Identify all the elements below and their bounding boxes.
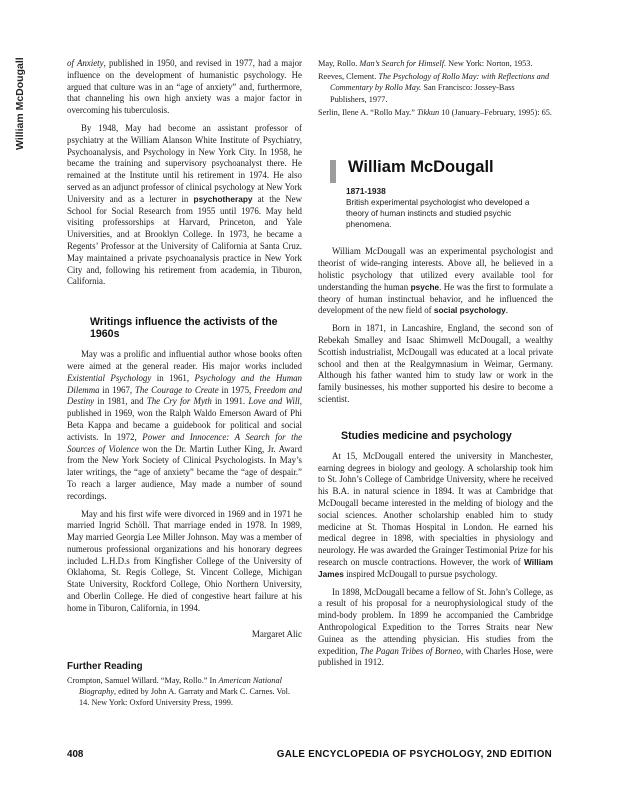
- biography-box: [330, 156, 553, 230]
- glossary-term: William James: [318, 556, 553, 579]
- reference-entry: Reeves, Clement. The Psychology of Rollo May: with Reflections and Commentary by Rollo May. San Francisco: Jossey-Bass Publishers, 1977.: [318, 72, 550, 104]
- reference-entry: Serlin, Ilene A. “Rollo May.” Tikkun 10 (January–February, 1995): 65.: [318, 107, 552, 117]
- biography-years: 1871-1938: [346, 186, 386, 197]
- reference-entry: Crompton, Samuel Willard. “May, Rollo.” In American National Biography, edited by John A. Garraty and Mark C. Carnes. Vol. 14. New York: Oxford University Press, 1999.: [67, 675, 291, 708]
- section-heading: Writings influence the activists of the 1960s: [90, 316, 278, 341]
- publication-title: GALE ENCYCLOPEDIA OF PSYCHOLOGY, 2ND EDITION: [276, 749, 552, 760]
- glossary-term: psyche: [410, 281, 440, 292]
- paragraph: By 1948, May had become an assistant professor of psychiatry at the William Alanson White Institute of Psychiatry, Psychoanalysis, and Psychology in New York City. In 1958, he became the training and supervisory psychoanalyst there. He remained at the Institute until his retirement in 1974. He also served as an adjunct professor of clinical psychology at New York University and as a lecturer in psychotherapy at the New School for Social Research from 1955 until 1976. May held visiting professorships at Harvard, Princeton, and Yale Universities, and at Brooklyn College. In 1973, he became a Regents’ Professor at the University of California at Santa Cruz. May maintained a private psychoanalysis practice in New York City and, following his retirement from academia, in Tiburon, California.: [67, 122, 302, 287]
- further-reading-heading: Further Reading: [67, 660, 143, 672]
- glossary-term: social psychology: [433, 305, 506, 316]
- paragraph: In 1898, McDougall became a fellow of St. John’s College, as a result of his proposal for a neurophysiological study of the mind-body problem. In 1899 he accompanied the Cambridge Anthropological Expedition to the Torres Straits near New Guinea as the attending physician. His studies from the expedition, The Pagan Tribes of Borneo, with Charles Hose, were published in 1912.: [318, 586, 553, 668]
- section-heading: Studies medicine and psychology: [341, 429, 512, 442]
- paragraph: May and his first wife were divorced in 1969 and in 1971 he married Ingrid Schöll. That marriage ended in 1978. In 1989, May married Georgia Lee Miller Johnson. May was a member of numerous professional organizations and his honorary degrees included L.H.D.s from Kingfisher College of the University of Oklahoma, St. Regis College, St. Vincent College, Michigan State University, Rockford College, Ohio Northern University, and Oberlin College. He died of congestive heart failure at his home in Tiburon, California, in 1994.: [67, 508, 302, 613]
- paragraph: of Anxiety, published in 1950, and revised in 1977, had a major influence on the development of humanistic psychology. He argued that culture was in an “age of anxiety” and, furthermore, that channeling his own high anxiety was a major factor in overcoming his tuberculosis.: [67, 58, 302, 116]
- paragraph: May was a prolific and influential author whose books often were aimed at the general reader. His major works included Existential Psychology in 1961, Psychology and the Human Dilemma in 1967, The Courage to Create in 1975, Freedom and Destiny in 1981, and The Cry for Myth in 1991. Love and Will, published in 1969, won the Ralph Waldo Emerson Award of Phi Beta Kappa and became a guidebook for political and social activists. In 1972, Power and Innocence: A Search for the Sources of Violence won the Dr. Martin Luther King, Jr. Award from the New York Society of Clinical Psychologists. In May’s later writings, the “age of anxiety” became the “age of despair.” To reach a larger audience, May made a number of sound recordings.: [67, 349, 303, 501]
- paragraph: At 15, McDougall entered the university in Manchester, earning degrees in biology and geology. A scholarship took him to St. John’s College of Cambridge University, where he received his B.A. in natural science in 1894. It was at Cambridge that McDougall became interested in the melding of biology and the social sciences. Another scholarship enabled him to study medicine at St. Thomas Hospital in London. He earned his medical degree in 1898, with specialties in physiology and neurology. He was awarded the Grainger Testimonial Prize for his research on muscle contractions. However, the work of William James inspired McDougall to pursue psychology.: [318, 450, 553, 579]
- right-column: [318, 58, 553, 669]
- glossary-term: psychotherapy: [193, 193, 253, 204]
- biography-name: William McDougall: [348, 158, 494, 177]
- page-number: 408: [67, 749, 84, 760]
- left-column: [67, 58, 302, 710]
- accent-bar: [330, 160, 336, 183]
- paragraph: Born in 1871, in Lancashire, England, the second son of Rebekah Smalley and Isaac Shimwell McDougall, a wealthy Scottish industrialist, McDougall was educated at a local private school and then at the Realgymnasium in Weimar, Germany. Although his father wanted him to study law or work in the family businesses, his mother supported his desire to become a scientist.: [318, 323, 553, 404]
- running-header: William McDougall: [14, 57, 26, 150]
- author-signoff: Margaret Alic: [251, 628, 302, 639]
- biography-description: British experimental psychologist who developed a theory of human instincts and studied psychic phenomena.: [346, 198, 530, 229]
- paragraph: William McDougall was an experimental psychologist and theorist of wide-ranging interests. Above all, he believed in a holistic psychology that utilized every available tool for understanding the human psyche. He was the first to formulate a theory of human instinctual behavior, and he influenced the development of the new field of social psychology.: [318, 246, 553, 316]
- reference-entry: May, Rollo. Man’s Search for Himself. New York: Norton, 1953.: [318, 59, 533, 68]
